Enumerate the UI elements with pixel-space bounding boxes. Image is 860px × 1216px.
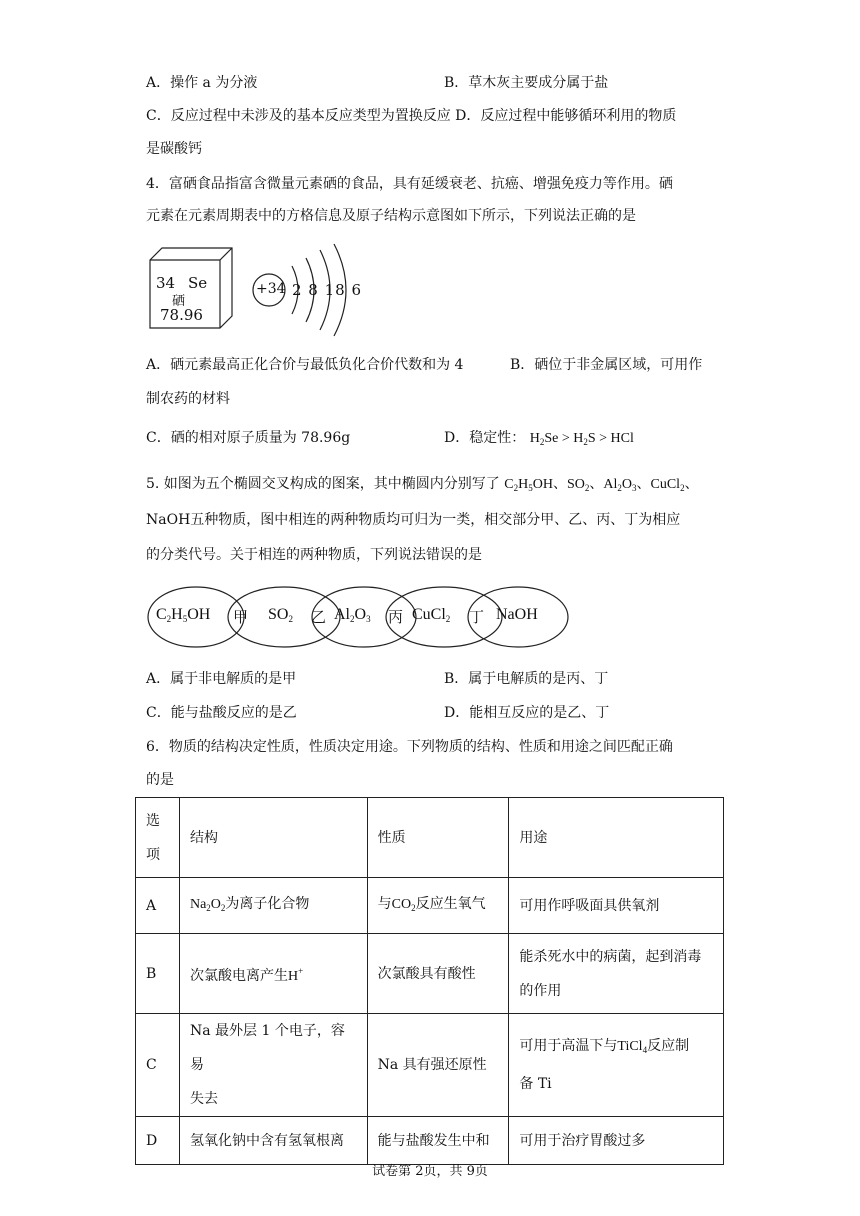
q5-option-c: C．能与盐酸反应的是乙 <box>146 705 297 721</box>
page-footer: 试卷第 2页，共 9页 <box>372 1164 488 1179</box>
q4-option-c: C．硒的相对原子质量为 78.96g <box>146 430 351 446</box>
ellipse-so2: $SO_2$ <box>268 606 293 624</box>
q5-option-d: D．能相互反应的是乙、丁 <box>444 705 610 721</box>
header-option-line2: 项 <box>146 846 160 863</box>
row-a-option: A <box>136 878 180 934</box>
q4-option-b-line2: 制农药的材料 <box>146 391 230 407</box>
cell-name: 硒 <box>172 294 186 309</box>
q3-option-d-line1: D．反应过程中能够循环利用的物质 <box>455 108 677 124</box>
ellipse-al2o3: $Al_2O_3$ <box>334 606 371 624</box>
row-c-structure <box>179 1014 367 1117</box>
table-header-row <box>136 798 724 878</box>
row-b-structure <box>179 934 367 1014</box>
row-c-use-prefix: 可用于高温下与 <box>519 1038 618 1054</box>
row-b-use-line1: 能杀死水中的病菌，起到消毒 <box>519 948 702 965</box>
q6-stem-line1: 6．物质的结构决定性质，性质决定用途。下列物质的结构、性质和用途之间匹配正确 <box>146 739 673 755</box>
row-a-co2: $CO_2$ <box>391 896 416 913</box>
row-c-use-line2: 备 Ti <box>519 1076 552 1092</box>
row-b-use <box>509 934 724 1014</box>
row-a-property <box>367 878 509 934</box>
row-a-na2o2: $Na_2O_2$ <box>189 896 226 913</box>
row-a-property-prefix: 与 <box>377 895 392 912</box>
row-b-use-line2: 的作用 <box>519 982 562 999</box>
q5-stem-line3: 的分类代号。关于相连的两种物质，下列说法错误的是 <box>146 547 482 563</box>
row-c-option: C <box>136 1014 180 1117</box>
cell-symbol: Se <box>188 274 208 292</box>
q5-stem-line1-text: 5. 如图为五个椭圆交叉构成的图案，其中椭圆内分别写了 <box>146 476 500 492</box>
q4-stem-line2: 元素在元素周期表中的方格信息及原子结构示意图如下所示，下列说法正确的是 <box>146 208 636 224</box>
row-b-property: 次氯酸具有酸性 <box>367 934 509 1014</box>
row-b-option: B <box>136 934 180 1014</box>
q3-option-a: A．操作 a 为分液 <box>146 75 258 91</box>
ellipse-cucl2: CuCl$_2$ <box>412 606 451 624</box>
header-structure: 结构 <box>179 798 367 878</box>
row-c-property: Na 具有强还原性 <box>367 1014 509 1117</box>
ellipse-label-yi: 乙 <box>311 608 327 626</box>
q5-substance-list: $C_2H_5OH$、$SO_2$、$Al_2O_3$、CuCl$_2$、 <box>504 477 699 493</box>
q4-option-d-formula: $H_2Se > H_2S$ > HCl <box>529 431 634 447</box>
row-c-structure-line2: 失去 <box>189 1091 218 1107</box>
header-option-line1: 选 <box>146 812 160 829</box>
ellipse-label-bing: 丙 <box>388 608 404 626</box>
ellipse-naoh: NaOH <box>496 606 538 623</box>
row-a-structure <box>179 878 367 934</box>
q6-stem-line2: 的是 <box>146 772 174 788</box>
ellipse-label-ding: 丁 <box>469 608 485 626</box>
row-d-use: 可用于治疗胃酸过多 <box>509 1117 724 1165</box>
atom-shell-electrons: 2 8 18 6 <box>292 281 363 299</box>
cell-mass: 78.96 <box>160 306 203 324</box>
q4-option-d-prefix: D．稳定性： <box>444 430 526 446</box>
q4-option-b-line1: B．硒位于非金属区域，可用作 <box>510 357 703 373</box>
q3-option-c <box>146 106 676 126</box>
q4-stem-line1: 4．富硒食品指富含微量元素硒的食品，具有延缓衰老、抗癌、增强免疫力等作用。硒 <box>146 176 673 192</box>
row-c-use-line1 <box>519 1029 713 1067</box>
cell-atomic-number: 34 <box>156 274 176 292</box>
ellipse-label-jia: 甲 <box>233 608 249 626</box>
header-property: 性质 <box>367 798 509 878</box>
header-use: 用途 <box>509 798 724 878</box>
q3-option-d-line2: 是碳酸钙 <box>146 141 202 157</box>
q3-option-c-text: C．反应过程中未涉及的基本反应类型为置换反应 <box>146 108 451 124</box>
q5-stem-line2 <box>146 510 680 530</box>
q5-naoh-word: NaOH <box>146 512 191 528</box>
q3-option-b: B．草木灰主要成分属于盐 <box>444 75 609 91</box>
row-b-h-ion: H+ <box>287 965 304 984</box>
row-a-structure-text: 为离子化合物 <box>225 895 310 912</box>
header-option <box>136 798 180 878</box>
row-c-ticl4: TiCl$_4$ <box>617 1039 648 1055</box>
row-d-option: D <box>136 1117 180 1165</box>
q5-stem-line1 <box>146 474 699 498</box>
row-d-structure: 氢氧化钠中含有氢氧根离 <box>179 1117 367 1165</box>
table-row <box>136 1014 724 1117</box>
table-row <box>136 878 724 934</box>
row-c-use <box>509 1014 724 1117</box>
row-a-property-suffix: 反应生氧气 <box>415 895 486 912</box>
q5-option-b: B．属于电解质的是丙、丁 <box>444 671 609 687</box>
row-a-use: 可用作呼吸面具供氧剂 <box>509 878 724 934</box>
row-d-property: 能与盐酸发生中和 <box>367 1117 509 1165</box>
row-c-structure-line1: Na 最外层 1 个电子，容易 <box>189 1023 345 1073</box>
ellipse-c2h5oh: $C_2H_5OH$ <box>156 606 211 624</box>
table-row <box>136 934 724 1014</box>
q4-option-a: A．硒元素最高正化合价与最低负化合价代数和为 4 <box>146 357 464 373</box>
q5-stem-line2-text: 五种物质，图中相连的两种物质均可归为一类，相交部分甲、乙、丙、丁为相应 <box>190 512 681 528</box>
periodic-cell <box>148 246 232 330</box>
q4-option-d <box>444 428 634 452</box>
row-b-structure-text: 次氯酸电离产生 <box>189 967 288 984</box>
atom-nucleus-charge: +34 <box>256 281 286 297</box>
q5-option-a: A．属于非电解质的是甲 <box>146 671 297 687</box>
table-row <box>136 1117 724 1165</box>
q6-options-table <box>135 797 724 1165</box>
row-c-use-suffix: 反应制 <box>647 1038 690 1054</box>
